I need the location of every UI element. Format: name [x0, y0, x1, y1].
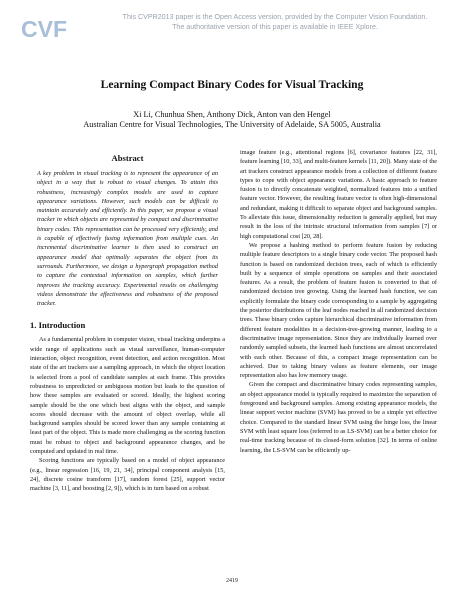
intro-paragraph-2: Scoring functions are typically based on a model of object appearance (e.g., linear regression [16, 19, 21, 34], principal component analysis [15, 24], discrete cosine transform [17], random forest [25], support vector machine [3, 11], and boosting [2, 9]), which is in turn based on a robust: [30, 457, 225, 493]
intro-paragraph-3: image feature (e.g., attentional regions [6], covariance features [22, 31], feature learning [10, 33], and multi-feature kernels [11, 20]). Many state of the art trackers construct appearance models from a collection of different feature types to cope with object appearance variations. A basic approach to feature fusion is to directly concatenate weighted, normalized features into a unified feature vector. However, the resulting feature vector is often high-dimensional and redundant, making it difficult to separate object and background samples. To alleviate this issue, dimensionality reduction is generally applied, but may result in the loss of the intrinsic structural information from samples [7] or high computational cost [20, 28].: [240, 149, 437, 240]
notice-line-2: The authoritative version of this paper is available in IEEE Xplore.: [172, 23, 378, 31]
abstract-text: A key problem in visual tracking is to represent the appearance of an object in a way that is robust to visual changes. To attain this robustness, increasingly complex models are used to capture appearance variations. However, such models can be difficult to maintain accurately and efficiently. In this paper, we propose a visual tracker in which objects are represented by compact and discriminative binary codes. This representation can be processed very efficiently, and is capable of effectively fusing information from multiple cues. An incremental discriminative learner is then used to construct an appearance model that optimally separates the object from its surrounds. Furthermore, we design a hypergraph propagation method to capture the contextual information on samples, which further improves the tracking accuracy. Experimental results on challenging videos demonstrate the effectiveness and robustness of the proposed tracker.: [37, 170, 218, 308]
right-column: [240, 148, 437, 455]
author-block: [0, 110, 464, 131]
open-access-notice: [110, 12, 440, 32]
page-number: 2419: [226, 578, 238, 584]
author-names: Xi Li, Chunhua Shen, Anthony Dick, Anton van den Hengel: [133, 110, 331, 119]
notice-line-1: This CVPR2013 paper is the Open Access version, provided by the Computer Vision Foundation.: [122, 13, 428, 21]
left-column: [30, 148, 225, 494]
author-affiliation: Australian Centre for Visual Technologies, The University of Adelaide, SA 5005, Australia: [83, 120, 381, 130]
intro-paragraph-1: As a fundamental problem in computer vision, visual tracking underpins a wide range of applications such as visual surveillance, human-computer interaction, object recognition, event detection, and action recognition. Most state of the art trackers use a sampling approach, in which the object location is selected from a pool of candidate samples at each frame. This provides robustness to unpredicted or ambiguous motion but leads to the question of how these samples are evaluated or scored. Ideally, the highest scoring sample should be the one which best aligns with the object, and sample scores should decrease with the amount of object overlap, while all background samples should be scored lower than any sample containing at least part of the object. This is made more challenging as the scoring function must be robust to object and background appearance changes, and be computed and updated in real time.: [30, 336, 225, 456]
introduction-heading: 1. Introduction: [30, 320, 86, 331]
intro-paragraph-4: We propose a hashing method to perform feature fusion by reducing multiple feature descriptors to a single binary code vector. The proposed hash function is based on randomized decision trees, each of which is efficiently built by a sequence of simple operations on samples and their associated features. As a result, the problem of feature fusion is converted to that of randomized decision tree growing. Using the learned hash function, we can explicitly formulate the binary code corresponding to a sample by aggregating the posterior distributions of the leaf nodes reached in all randomized decision trees. These binary codes capture hierarchical discriminative information from different feature modalities in a decision-tree-growing manner, leading to a discriminative image representation. Since they are individually learned over randomly sampled subsets, the learned hash functions are almost uncorrelated with each other. Because of this, a compact image representation can be achieved. Due to taking binary values as feature elements, our image representation also has low memory usage.: [240, 241, 437, 380]
cvf-logo: [20, 13, 67, 43]
cvf-logo-text: CVF: [21, 16, 67, 42]
paper-title: Learning Compact Binary Codes for Visual Tracking: [100, 78, 364, 91]
abstract-heading: Abstract: [111, 153, 144, 163]
intro-paragraph-5: Given the compact and discriminative binary codes representing samples, an object appearance model is typically required to maximize the separation of foreground and background samples. Among existing appearance models, the linear support vector machine (SVM) has proved to be a simple yet effective choice. Compared to the standard linear SVM using the hinge loss, the linear SVM with least square loss (referred to as LS-SVM) can be a better choice for real-time tracking because of its closed-form solution [32]. In terms of online learning, the LS-SVM can be efficiently up-: [240, 381, 437, 454]
